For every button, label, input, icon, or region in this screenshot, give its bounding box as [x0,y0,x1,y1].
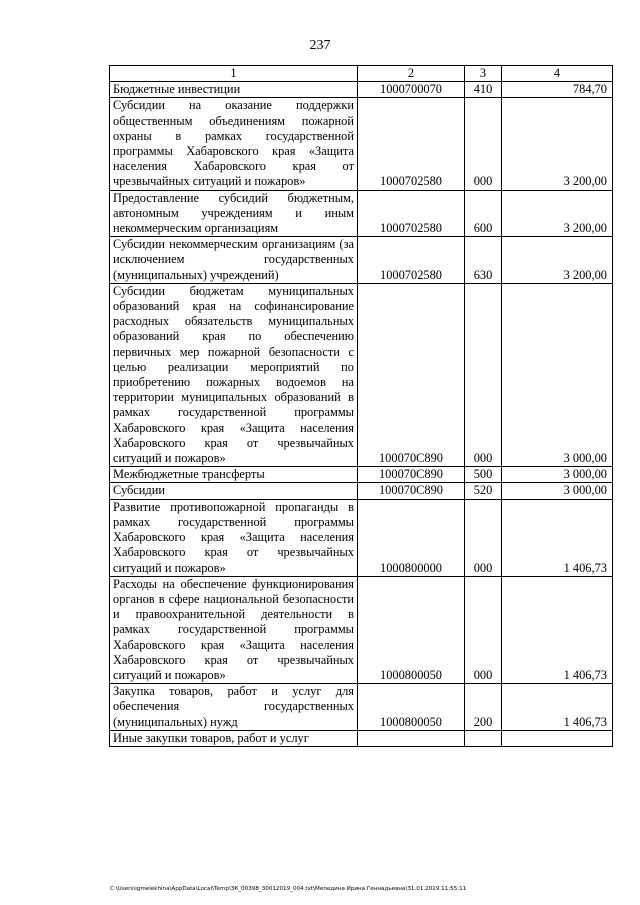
table-row [110,467,613,483]
row-amount: 3 000,00 [502,467,613,483]
column-header: 4 [502,66,613,82]
row-amount: 1 406,73 [502,684,613,731]
row-amount: 1 406,73 [502,576,613,683]
table-row [110,283,613,466]
row-target-code: 1000702580 [358,98,465,190]
table-row [110,237,613,284]
budget-table [109,65,613,747]
row-description: Расходы на обеспечение функционирования органов в сфере национальной безопасности и правоохранительной деятельности в рамках государственной программы Хабаровского края «Защита населения Хабаровского края от чрезвычайных ситуаций и пожаров» [110,576,358,683]
row-amount: 1 406,73 [502,499,613,576]
row-description: Бюджетные инвестиции [110,82,358,98]
table-row [110,98,613,190]
row-description: Предоставление субсидий бюджетным, автономным учреждениям и иным некоммерческим организациям [110,190,358,237]
table-header-row [110,66,613,82]
page-number: 237 [309,38,331,53]
row-amount [502,730,613,746]
row-description: Закупка товаров, работ и услуг для обеспечения государственных (муниципальных) нужд [110,684,358,731]
row-description: Субсидии некоммерческим организациям (за исключением государственных (муниципальных) учреждений) [110,237,358,284]
row-amount: 3 200,00 [502,237,613,284]
table-row [110,684,613,731]
row-description: Субсидии бюджетам муниципальных образований края на софинансирование расходных обязательств муниципальных образований края по обеспечению первичных мер пожарной безопасности с целью реализации мероприятий по приобретению пожарных водоемов на территории муниципальных образований в рамках государственной программы Хабаровского края «Защита населения Хабаровского края от чрезвычайных ситуаций и пожаров» [110,283,358,466]
table-row [110,82,613,98]
row-description: Межбюджетные трансферты [110,467,358,483]
row-expense-type: 000 [465,98,502,190]
row-description: Субсидии [110,483,358,499]
row-target-code: 1000800050 [358,684,465,731]
row-expense-type: 500 [465,467,502,483]
table-row [110,576,613,683]
row-amount: 3 000,00 [502,483,613,499]
row-amount: 3 000,00 [502,283,613,466]
row-description: Иные закупки товаров, работ и услуг [110,730,358,746]
row-amount: 784,70 [502,82,613,98]
table-row [110,730,613,746]
table-row [110,190,613,237]
row-target-code [358,730,465,746]
row-expense-type [465,730,502,746]
row-target-code: 1000800000 [358,499,465,576]
row-target-code: 100070С890 [358,283,465,466]
row-amount: 3 200,00 [502,98,613,190]
row-description: Субсидии на оказание поддержки общественным объединениям пожарной охраны в рамках государственной программы Хабаровского края «Защита населения Хабаровского края от чрезвычайных ситуаций и пожаров» [110,98,358,190]
file-path-footer: C:\Users\igmelekhina\AppData\Local\Temp\ЗК_00398_30012019_004.txt\Меледина Ирина Геннадьевна\31.01.2019 11:55:11 [110,886,467,892]
row-expense-type: 000 [465,283,502,466]
row-expense-type: 000 [465,499,502,576]
column-header: 1 [110,66,358,82]
row-expense-type: 520 [465,483,502,499]
row-target-code: 1000702580 [358,237,465,284]
row-expense-type: 200 [465,684,502,731]
column-header: 2 [358,66,465,82]
row-target-code: 1000700070 [358,82,465,98]
row-target-code: 1000702580 [358,190,465,237]
row-amount: 3 200,00 [502,190,613,237]
row-target-code: 100070С890 [358,467,465,483]
row-target-code: 100070С890 [358,483,465,499]
table-row [110,483,613,499]
row-expense-type: 630 [465,237,502,284]
row-expense-type: 410 [465,82,502,98]
row-description: Развитие противопожарной пропаганды в рамках государственной программы Хабаровского края «Защита населения Хабаровского края от чрезвычайных ситуаций и пожаров» [110,499,358,576]
column-header: 3 [465,66,502,82]
row-target-code: 1000800050 [358,576,465,683]
table-row [110,499,613,576]
row-expense-type: 600 [465,190,502,237]
row-expense-type: 000 [465,576,502,683]
